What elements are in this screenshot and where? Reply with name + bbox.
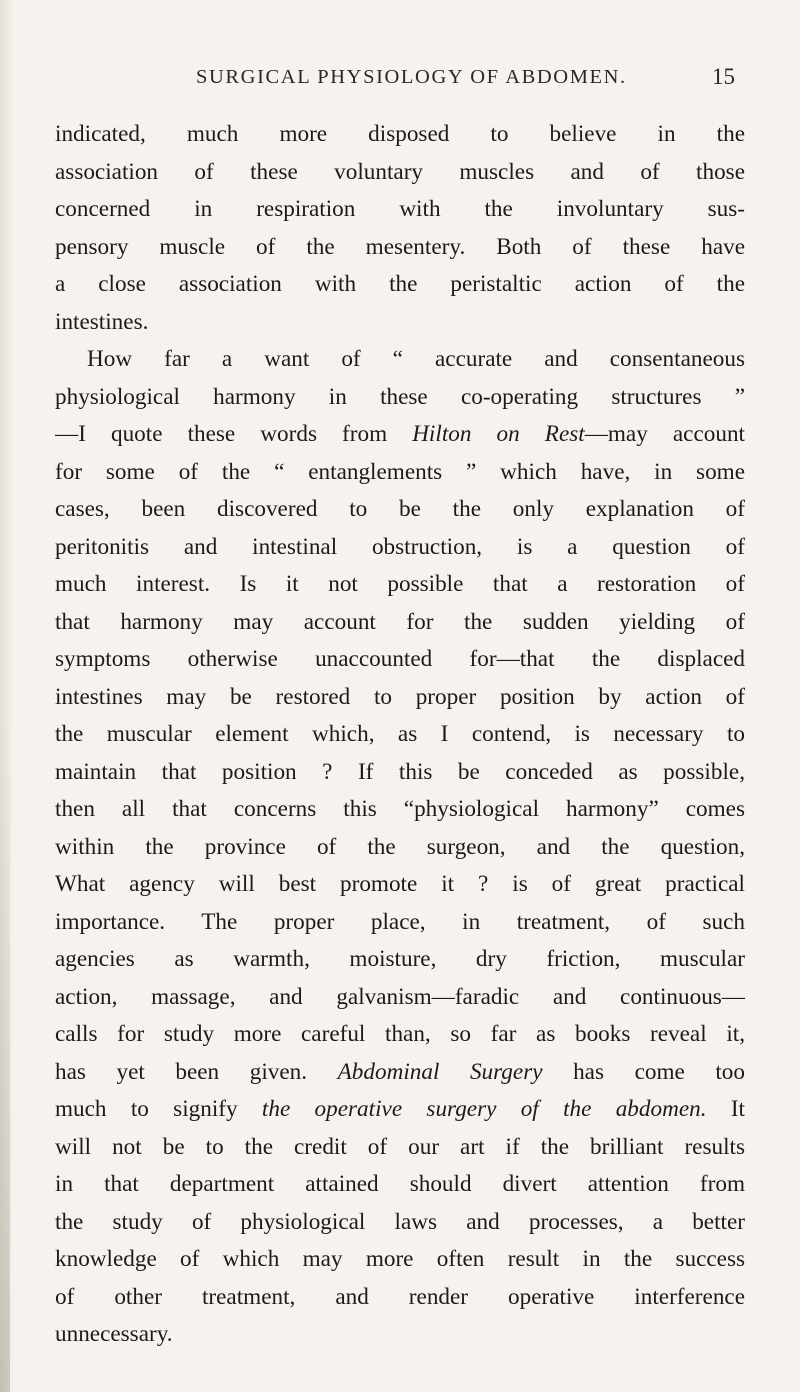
text-line: intestines may be restored to proper position by action of xyxy=(55,683,745,710)
text-line: How far a want of “ accurate and consentaneous xyxy=(87,346,745,372)
text-line: the study of physiological laws and processes, a better xyxy=(55,1208,745,1235)
text-line: What agency will best promote it ? is of great practical xyxy=(55,871,745,897)
text-line: for some of the “ entanglements ” which have, in some xyxy=(55,458,745,485)
text-line: much interest. Is it not possible that a restoration of xyxy=(55,571,745,597)
body-text xyxy=(55,116,745,1354)
text-line: pensory muscle of the mesentery. Both of these have xyxy=(55,233,745,260)
text-line-mixed xyxy=(55,1054,745,1092)
text-line: will not be to the credit of our art if the brilliant results xyxy=(55,1133,745,1160)
running-head: SURGICAL PHYSIOLOGY OF ABDOMEN. xyxy=(196,66,627,88)
text-segment: —I quote these words from xyxy=(55,421,388,447)
text-line-mixed xyxy=(55,416,745,454)
text-segment: has yet been given. xyxy=(55,1058,308,1085)
text-segment: —may account xyxy=(584,421,745,447)
text-line: of other treatment, and render operative interference xyxy=(55,1283,745,1310)
page-edge-shadow xyxy=(0,700,10,1392)
text-line: that harmony may account for the sudden yielding of xyxy=(55,608,745,635)
page-header xyxy=(0,66,800,106)
text-line: action, massage, and galvanism—faradic and continuous— xyxy=(55,983,745,1010)
text-line: concerned in respiration with the involuntary sus- xyxy=(55,196,745,222)
text-line: unnecessary. xyxy=(55,1321,173,1347)
text-line: the muscular element which, as I contend, is necessary to xyxy=(55,721,745,747)
text-line: maintain that position ? If this be conceded as possible, xyxy=(55,758,745,785)
italic-title-abdominal-surgery: Abdominal Surgery xyxy=(337,1058,543,1085)
text-line: in that department attained should divert attention from xyxy=(55,1171,745,1197)
text-line: intestines. xyxy=(55,308,149,335)
text-line: then all that concerns this “physiological harmony” comes xyxy=(55,796,745,822)
italic-title-hilton: Hilton on Rest xyxy=(412,421,585,447)
text-segment: has come too xyxy=(542,1058,745,1085)
text-line: calls for study more careful than, so far as books reveal it, xyxy=(55,1021,745,1047)
text-line: physiological harmony in these co-operating structures ” xyxy=(55,383,745,410)
text-segment: much to signify xyxy=(55,1096,238,1122)
text-line: symptoms otherwise unaccounted for—that the displaced xyxy=(55,646,745,672)
text-line: importance. The proper place, in treatment, of such xyxy=(55,908,745,935)
text-line: within the province of the surgeon, and the question, xyxy=(55,833,745,860)
text-line-mixed xyxy=(55,1091,745,1129)
text-line: peritonitis and intestinal obstruction, is a question of xyxy=(55,533,745,560)
italic-phrase-operative: the operative surgery of the abdomen. xyxy=(261,1096,707,1122)
text-line: cases, been discovered to be the only explanation of xyxy=(55,496,745,522)
text-line: association of these voluntary muscles and of those xyxy=(55,158,745,185)
page-number: 15 xyxy=(712,64,735,89)
text-line: a close association with the peristaltic action of the xyxy=(55,271,745,297)
text-line: agencies as warmth, moisture, dry friction, muscular xyxy=(55,946,745,972)
text-line: knowledge of which may more often result in the success xyxy=(55,1246,745,1272)
text-segment: It xyxy=(706,1096,745,1122)
text-line: indicated, much more disposed to believe in the xyxy=(55,121,745,147)
